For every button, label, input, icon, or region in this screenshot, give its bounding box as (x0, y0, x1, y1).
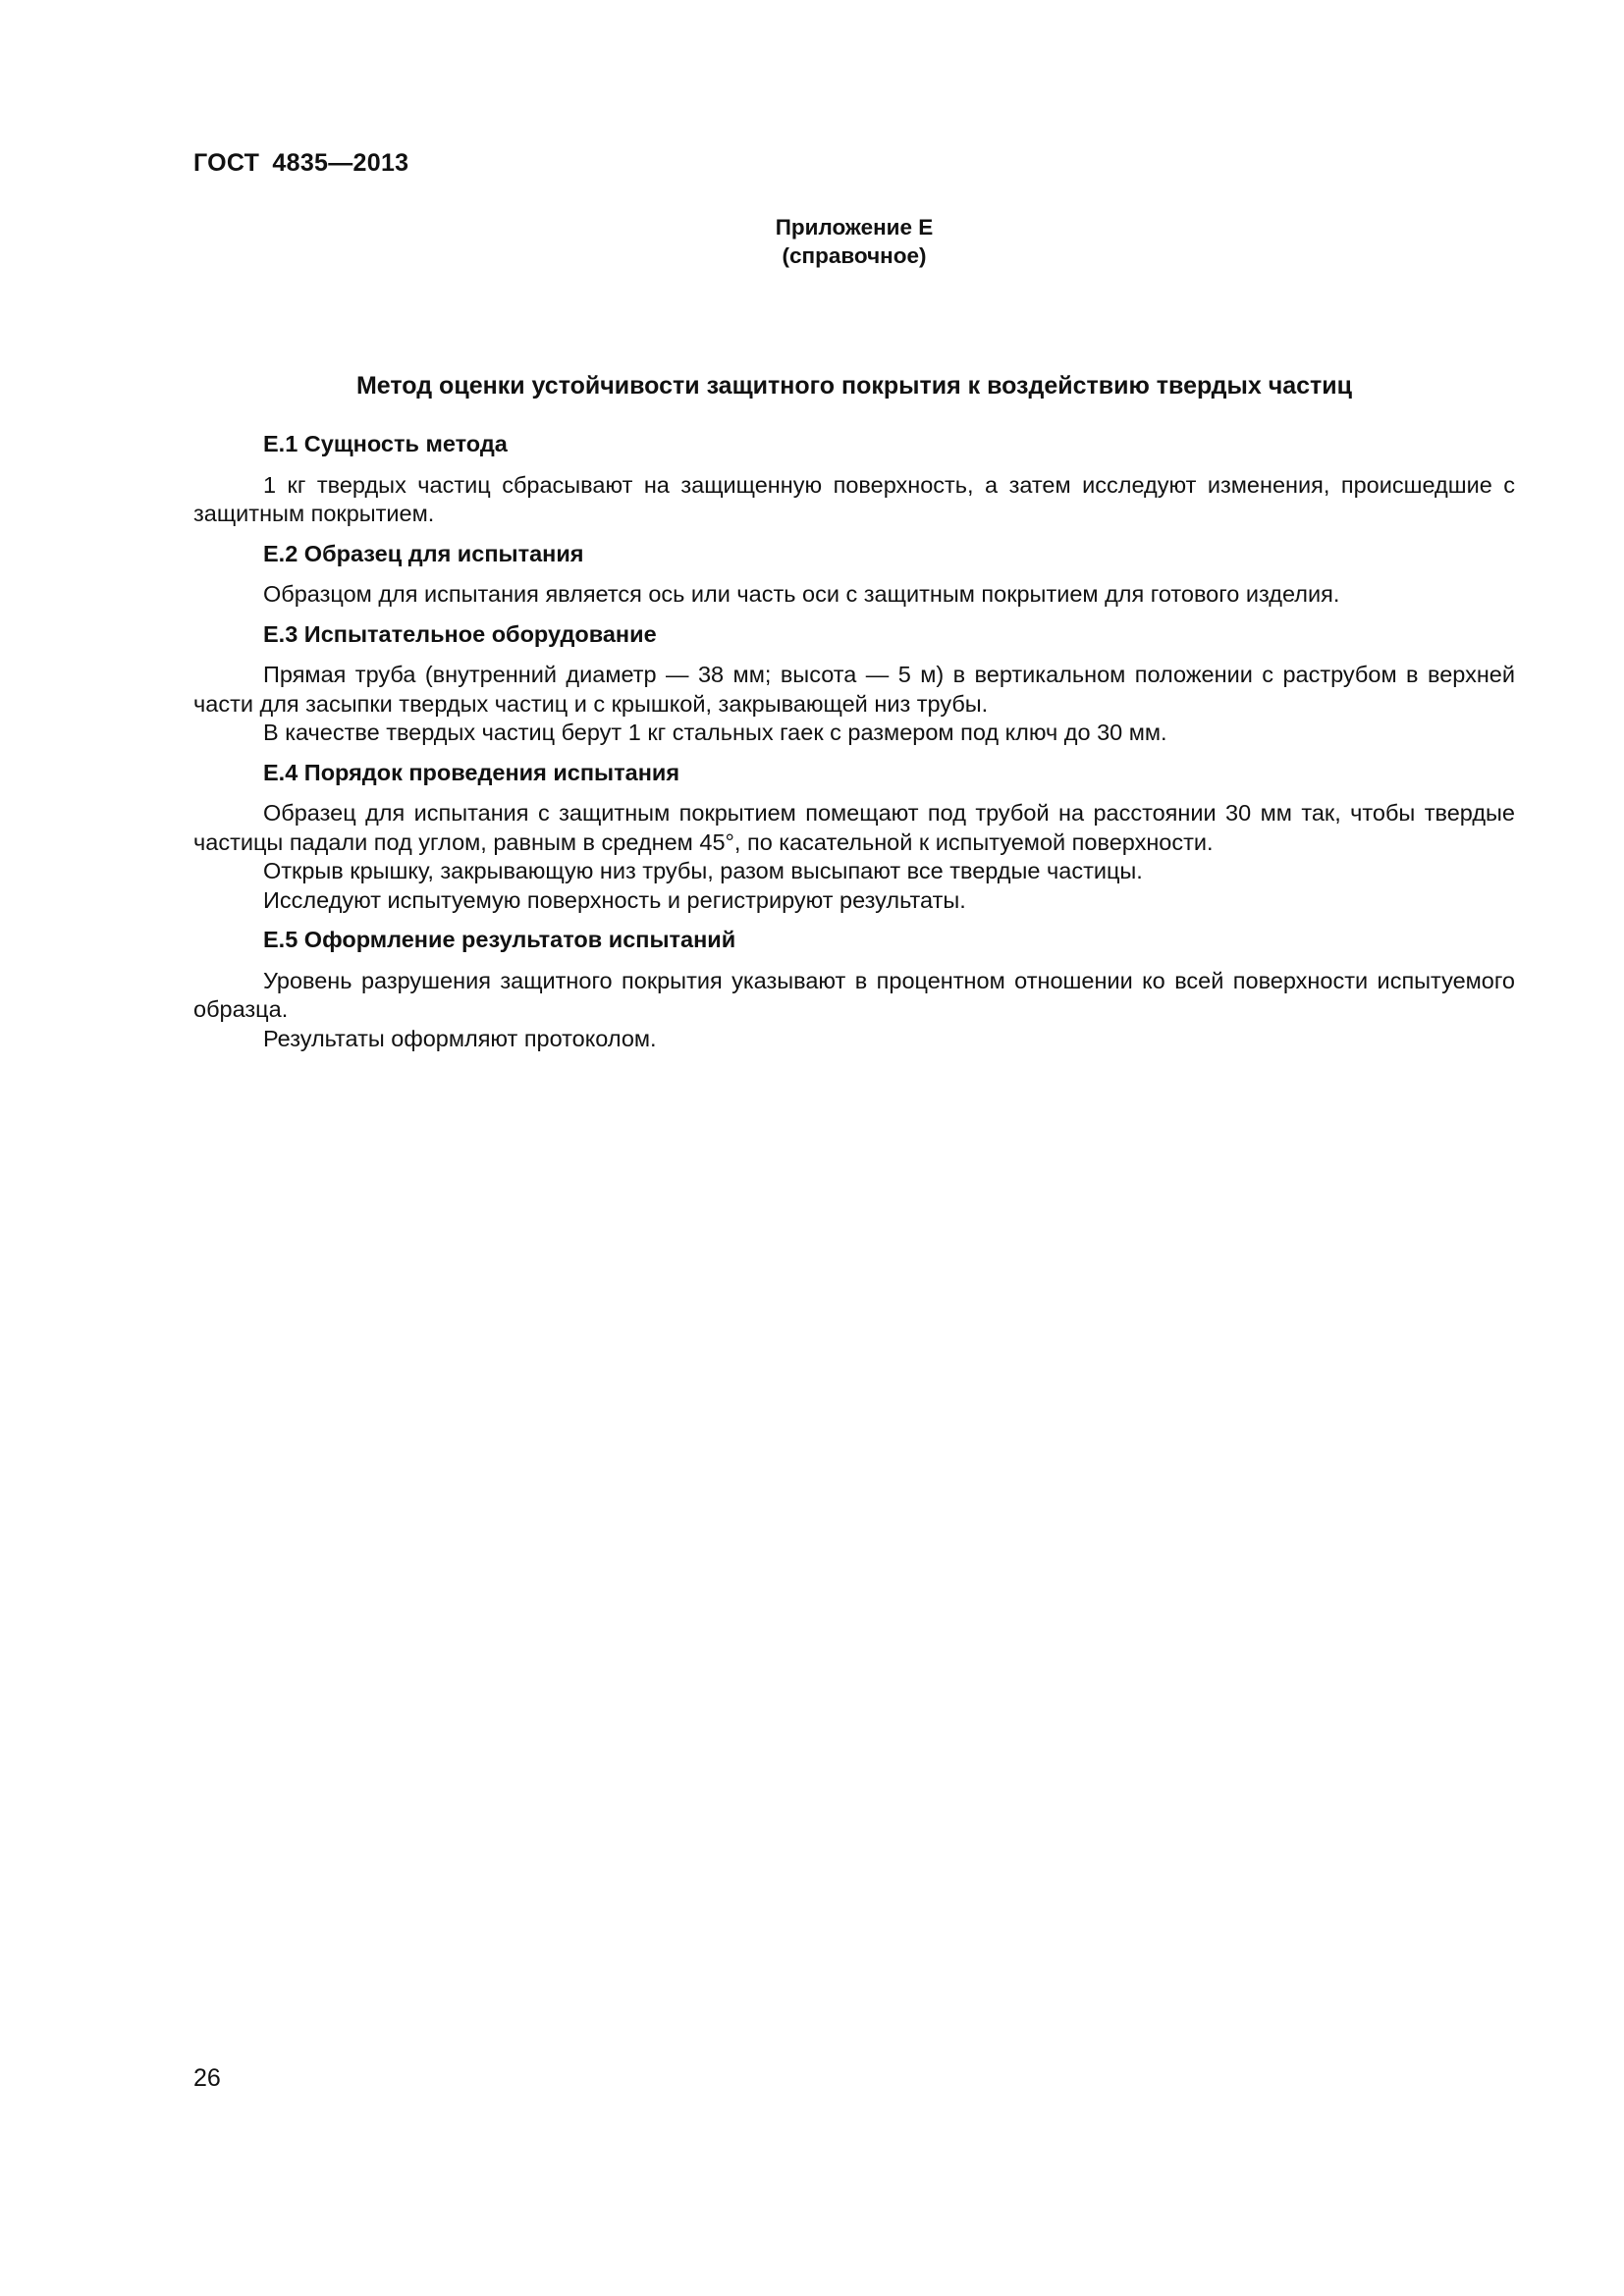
paragraph: Уровень разрушения защитного покрытия указывают в процентном отношении ко всей поверхности испытуемого образца. (193, 967, 1515, 1022)
section-e2 (193, 540, 1515, 610)
section-heading: Е.4 Порядок проведения испытания (263, 759, 680, 785)
document-id: ГОСТ 4835—2013 (193, 149, 409, 177)
document-body (193, 430, 1515, 1064)
page-number: 26 (193, 2064, 221, 2092)
section-heading: Е.5 Оформление результатов испытаний (263, 927, 736, 952)
main-title: Метод оценки устойчивости защитного покрытия к воздействию твердых частиц (355, 372, 1353, 400)
paragraph: 1 кг твердых частиц сбрасывают на защищенную поверхность, а затем исследуют изменения, происшедшие с защитным покрытием. (193, 471, 1515, 526)
section-heading: Е.1 Сущность метода (263, 431, 508, 456)
paragraph: Прямая труба (внутренний диаметр — 38 мм; высота — 5 м) в вертикальном положении с раструбом в верхней части для засыпки твердых частиц и с крышкой, закрывающей низ трубы. (193, 662, 1515, 717)
paragraph: Исследуют испытуемую поверхность и регистрируют результаты. (263, 886, 966, 913)
section-e3 (193, 620, 1515, 748)
section-heading: Е.2 Образец для испытания (263, 540, 584, 566)
annex-type: (справочное) (782, 243, 927, 268)
paragraph: В качестве твердых частиц берут 1 кг стальных гаек с размером под ключ до 30 мм. (263, 720, 1167, 745)
paragraph: Результаты оформляют протоколом. (263, 1025, 657, 1051)
section-e4 (193, 759, 1515, 916)
section-e5 (193, 926, 1515, 1053)
paragraph: Образцом для испытания является ось или часть оси с защитным покрытием для готового изделия. (263, 581, 1340, 607)
paragraph: Открыв крышку, закрывающую низ трубы, разом высыпают все твердые частицы. (263, 858, 1143, 883)
section-e1 (193, 430, 1515, 529)
section-heading: Е.3 Испытательное оборудование (263, 620, 657, 647)
paragraph: Образец для испытания с защитным покрытием помещают под трубой на расстоянии 30 мм так, чтобы твердые частицы падали под углом, равным в среднем 45°, по касательной к испытуемой поверхности. (193, 800, 1515, 855)
annex-title: Приложение Е (775, 215, 934, 240)
